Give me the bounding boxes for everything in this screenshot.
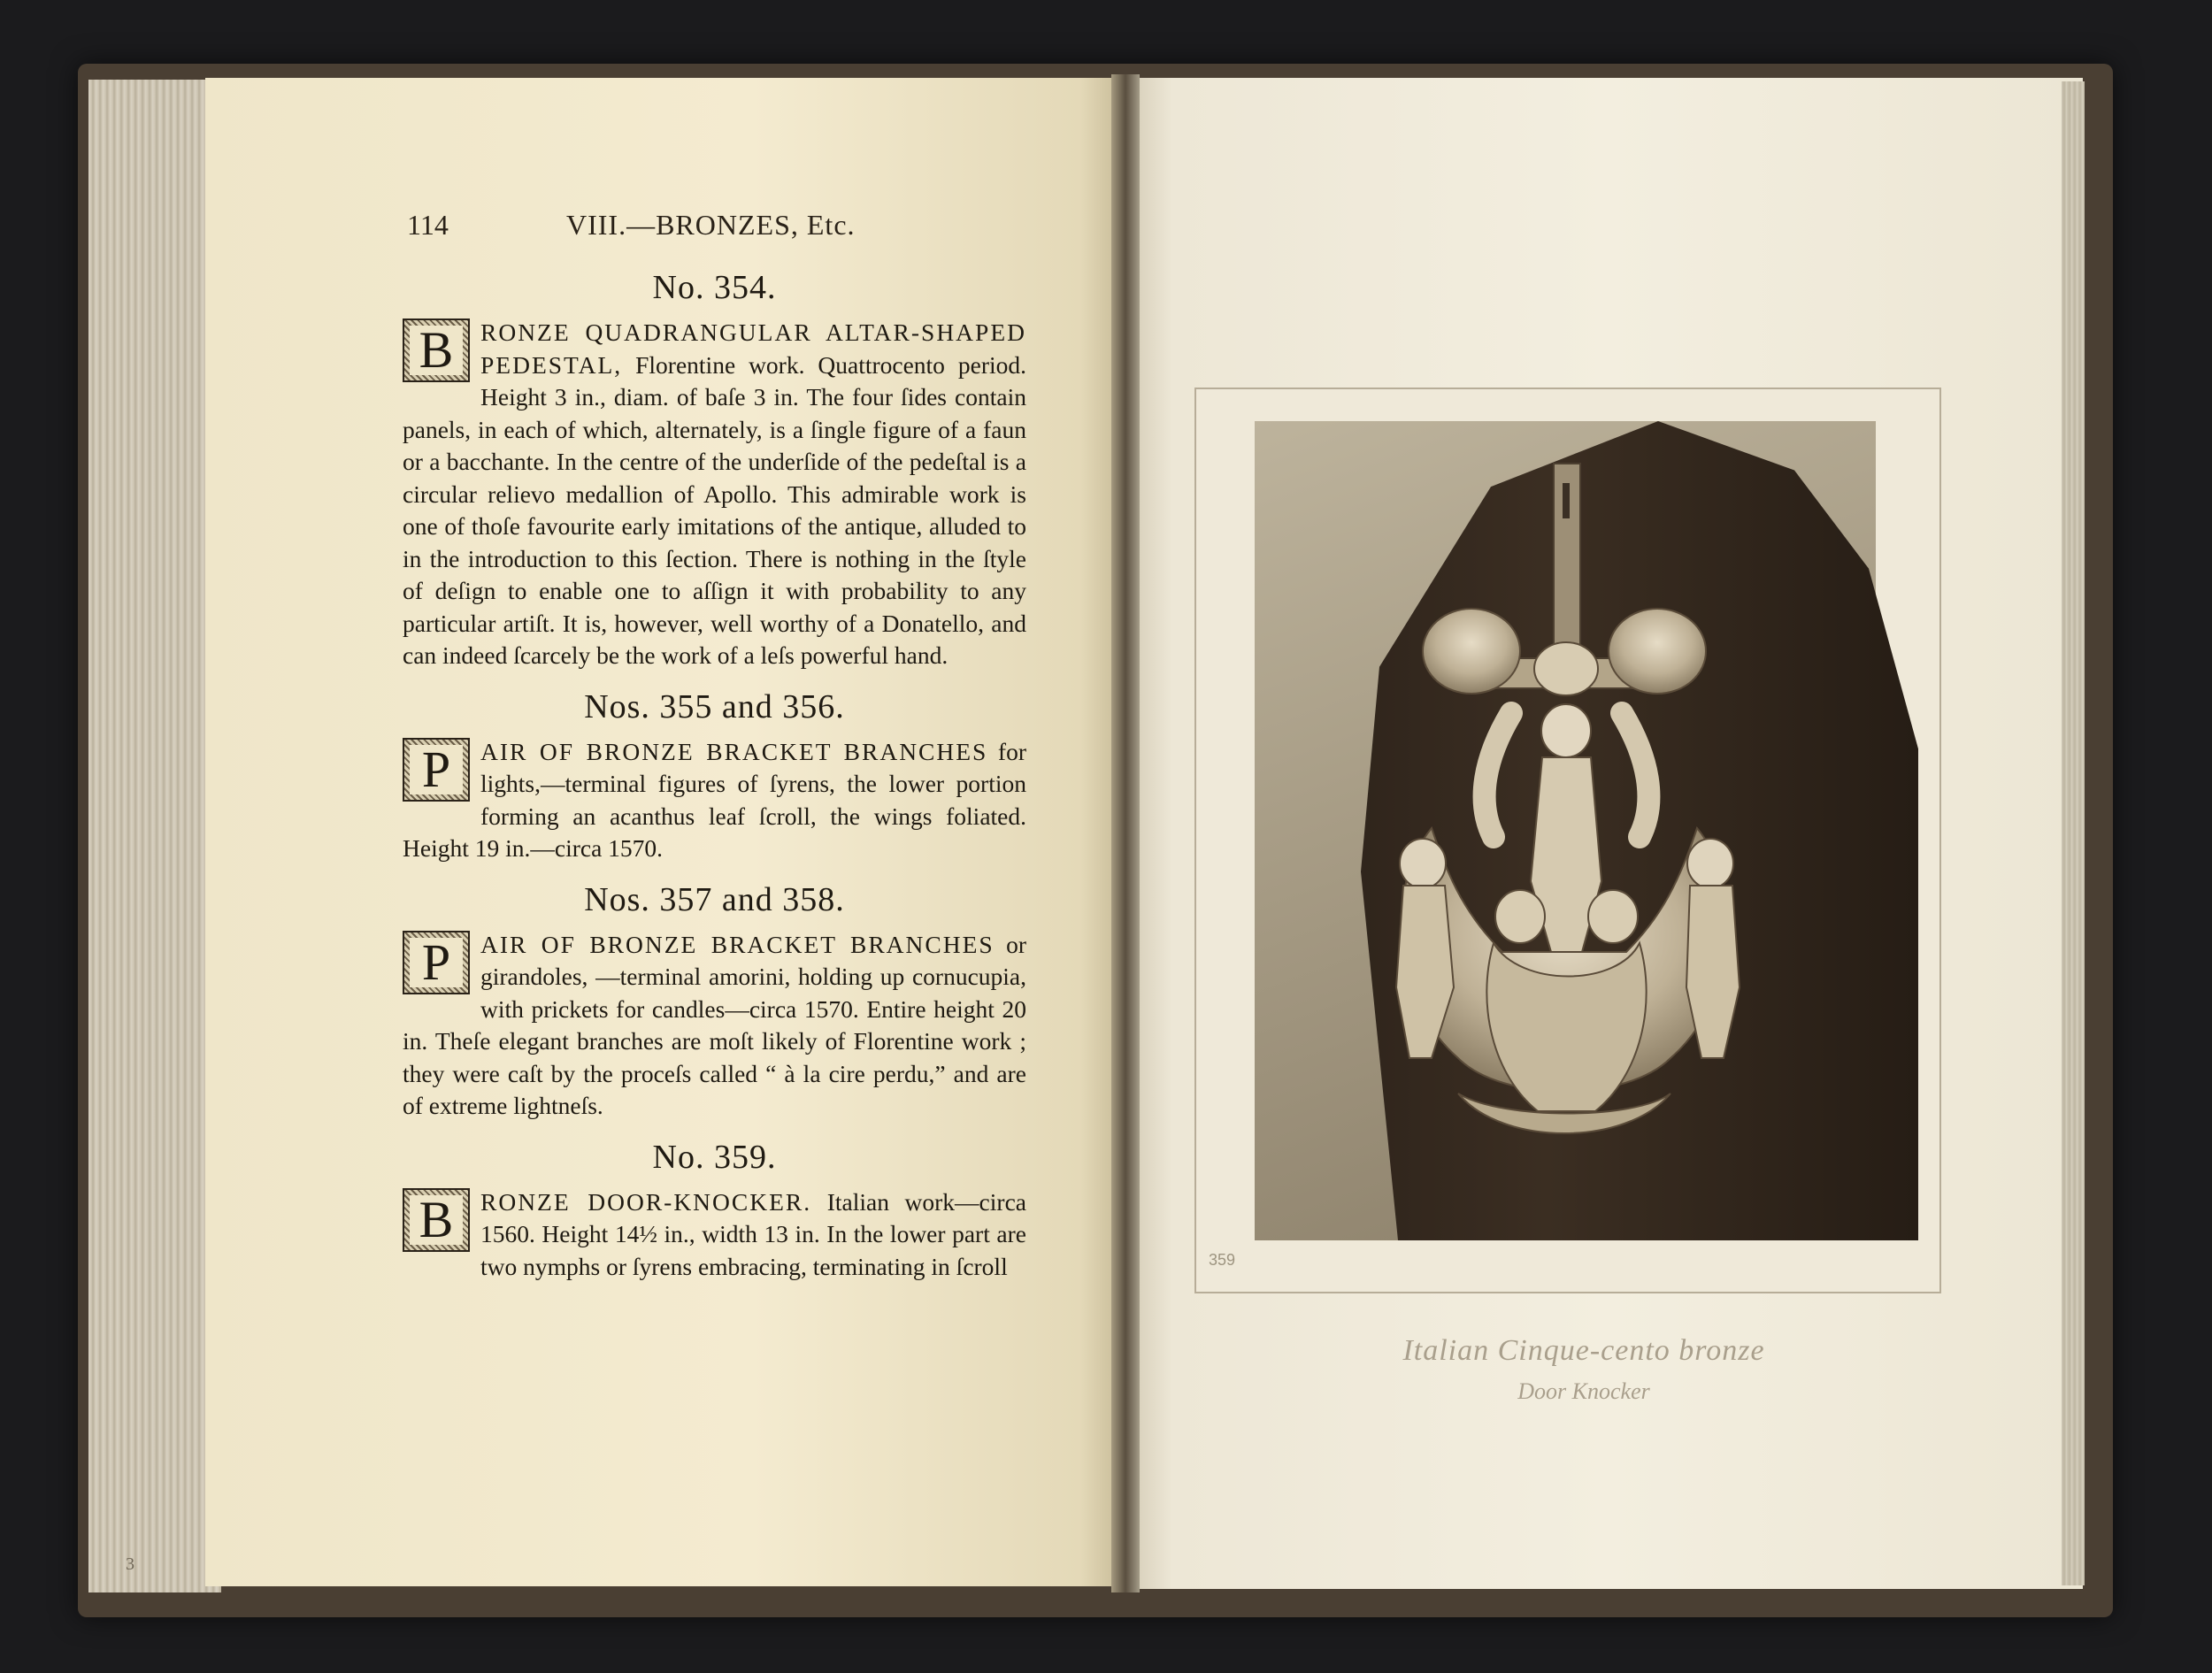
dropcap-ornament — [403, 318, 470, 382]
dropcap-letter: B — [410, 1195, 463, 1245]
page-number: 114 — [407, 209, 449, 241]
entry-359 — [403, 1135, 1026, 1284]
entry-title: No. 359. — [652, 1138, 777, 1176]
plate-caption-title: Italian Cinque-cento bronze — [1402, 1334, 1765, 1367]
dropcap-letter: P — [410, 938, 463, 987]
entry-body — [403, 1186, 1026, 1284]
entry-title: Nos. 357 and 358. — [584, 880, 845, 918]
text-column — [403, 265, 1026, 1295]
plate-number: 359 — [1209, 1251, 1236, 1269]
book-gutter — [1111, 74, 1140, 1592]
entry-lead: AIR OF BRONZE BRACKET BRANCHES — [480, 930, 995, 958]
entry-title: No. 354. — [652, 269, 777, 306]
door-knocker-illustration — [1255, 421, 1876, 1240]
entry-text: for lights,—terminal figures of ſyrens, the lower portion forming an acanthus leaf ſcroll, the wings foliated. Height 19 in.—circa 1570. — [403, 737, 1026, 862]
right-page-edges — [2062, 81, 2085, 1585]
dropcap-ornament — [403, 738, 470, 802]
page-edge-mark: 3 — [126, 1554, 134, 1574]
entry-355-356 — [403, 685, 1026, 865]
entry-text: or girandoles, —terminal amorini, holding up cornucupia, with prickets for candles—circa 1570. Entire height 20 in. Theſe elegant branches are moſt likely of Florentine work ; they were caſt by the proceſs called “ à la cire perdu,” and are of extreme lightneſs. — [403, 930, 1026, 1119]
entry-body — [403, 929, 1026, 1123]
door-knocker-photo — [1255, 421, 1876, 1240]
plate-caption-subtitle: Door Knocker — [1517, 1378, 1650, 1404]
entry-body — [403, 736, 1026, 865]
page-edges — [88, 80, 221, 1592]
page-header — [407, 203, 1026, 248]
entry-title: Nos. 355 and 356. — [584, 687, 845, 725]
entry-text: Florentine work. Quattrocento period. Height 3 in., diam. of baſe 3 in. The four ſides contain panels, in each of which, alternately, is a ſingle figure of a faun or a bacchante. In the centre of the underſide of the pedeſtal is a circular relievo medallion of Apollo. This admirable work is one of thoſe favourite early imitations of the antique, alluded to in the introduction to this ſection. There is nothing in the ſtyle of deſign to enable one to aſſign it with probability to any particular artiſt. It is, however, well worthy of a Donatello, and can indeed ſcarcely be the work of a leſs powerful hand. — [403, 350, 1026, 669]
dropcap-ornament — [403, 931, 470, 994]
entry-text: Italian work—circa 1560. Height 14½ in., width 13 in. In the lower part are two nymphs or ſyrens embracing, terminating in ſcroll — [480, 1187, 1026, 1280]
entry-lead: AIR OF BRONZE BRACKET BRANCHES — [480, 737, 988, 765]
dropcap-letter: P — [410, 745, 463, 794]
photo-plate — [1194, 388, 1941, 1293]
entry-357-358 — [403, 878, 1026, 1123]
dropcap-letter: B — [410, 326, 463, 375]
entry-lead: RONZE QUADRANGULAR ALTAR-SHAPED PEDESTAL, — [480, 318, 1026, 379]
dropcap-ornament — [403, 1188, 470, 1252]
running-head: VIII.—BRONZES, Etc. — [566, 209, 856, 241]
entry-lead: RONZE DOOR-KNOCKER. — [480, 1187, 812, 1216]
entry-body — [403, 317, 1026, 672]
entry-354 — [403, 265, 1026, 672]
